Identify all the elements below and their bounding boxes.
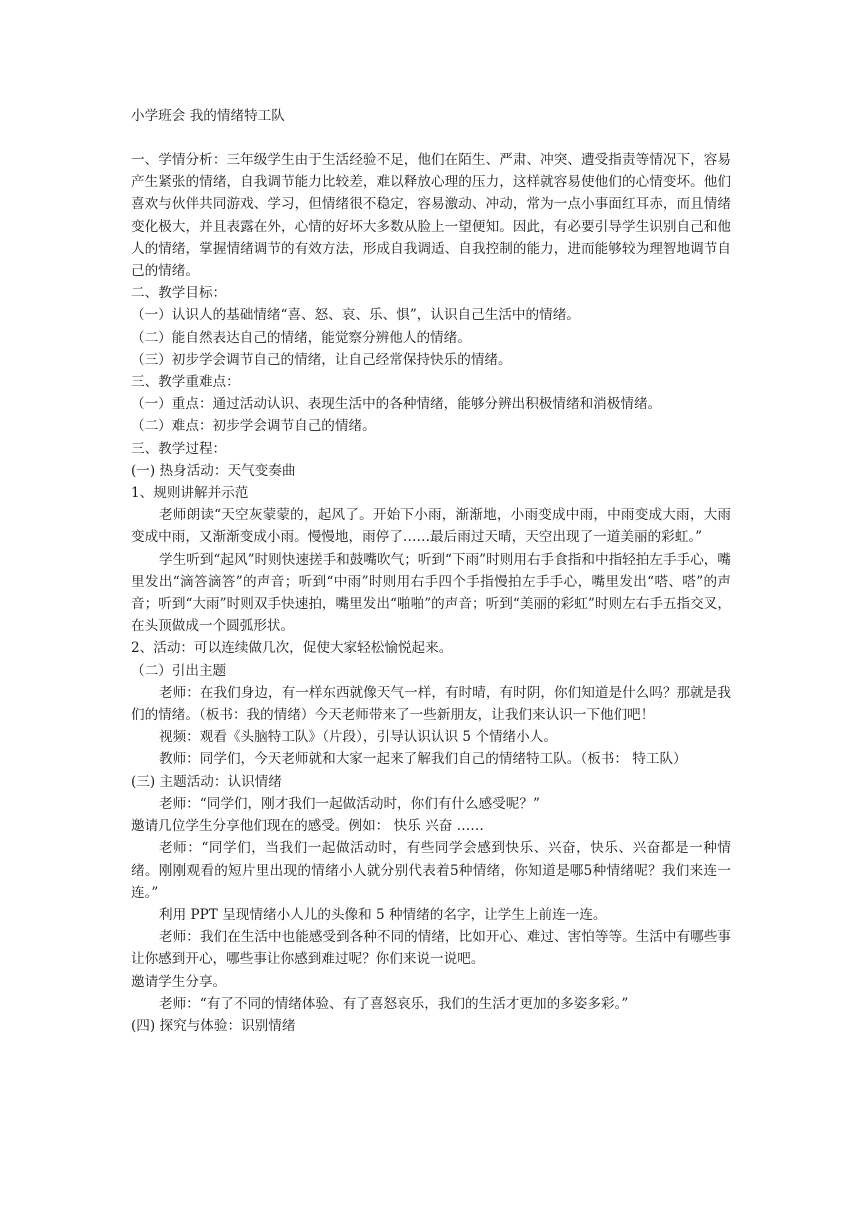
goal-item-1: （一）认识人的基础情绪“喜、怒、哀、乐、惧”，认识自己生活中的情绪。 bbox=[131, 307, 580, 324]
paragraph-ppt: 利用 PPT 呈现情绪小人儿的头像和 5 种情绪的名字，让学生上前连一连。 bbox=[159, 906, 607, 923]
document-body bbox=[131, 149, 731, 1037]
section-introduce-theme-heading: （二）引出主题 bbox=[131, 662, 227, 679]
paragraph-teacher-conclusion: 老师：“有了不同的情绪体验、有了喜怒哀乐，我们的生活才更加的多姿多彩。” bbox=[159, 995, 629, 1012]
paragraph-teacher-emotions: 老师：“同学们，当我们一起做活动时，有些同学会感到快乐、兴奋，快乐、兴奋都是一种情绪。刚刚观看的短片里出现的情绪小人就分别代表着5种情绪，你知道是哪5种情绪呢？我们来连一连。” bbox=[131, 840, 731, 901]
paragraph-learning-analysis: 一、学情分析：三年级学生由于生活经验不足，他们在陌生、严肃、冲突、遭受指责等情况下，容易产生紧张的情绪，自我调节能力比较差，难以释放心理的压力，这样就容易使他们的心情变坏。他们喜欢与伙伴共同游戏、学习，但情绪很不稳定，容易激动、冲动，常为一点小事面红耳赤，而且情绪变化极大，并且表露在外，心情的好坏大多数从脸上一望便知。因此，有必要引导学生识别自己和他人的情绪，掌握情绪调节的有效方法，形成自我调适、自我控制的能力，进而能够较为理智地调节自己的情绪。 bbox=[131, 152, 731, 280]
key-point-item: （一）重点：通过活动认识、表现生活中的各种情绪，能够分辨出积极情绪和消极情绪。 bbox=[131, 396, 662, 413]
difficulty-item: （二）难点：初步学会调节自己的情绪。 bbox=[131, 418, 376, 435]
paragraph-video: 视频：观看《头脑特工队》（片段），引导认识认识 5 个情绪小人。 bbox=[159, 729, 557, 746]
section-warmup-heading: (一) 热身活动：天气变奏曲 bbox=[131, 462, 296, 479]
paragraph-invite-students: 邀请学生分享。 bbox=[131, 973, 227, 990]
step-rules-heading: 1、规则讲解并示范 bbox=[131, 485, 249, 502]
paragraph-teacher-introduce: 老师：在我们身边，有一样东西就像天气一样，有时晴，有时阴，你们知道是什么吗？那就是我们的情绪。（板书：我的情绪）今天老师带来了一些新朋友，让我们来认识一下他们吧！ bbox=[131, 684, 731, 724]
paragraph-teacher-team: 教师：同学们，今天老师就和大家一起来了解我们自己的情绪特工队。（板书： 特工队） bbox=[159, 751, 687, 768]
paragraph-teacher-question: 老师：“同学们，刚才我们一起做活动时，你们有什么感受呢？” bbox=[159, 795, 540, 812]
goal-item-2: （二）能自然表达自己的情绪，能觉察分辨他人的情绪。 bbox=[131, 329, 471, 346]
document-page bbox=[131, 105, 731, 1037]
paragraph-student-actions: 学生听到“起风”时则快速搓手和鼓嘴吹气；听到“下雨”时则用右手食指和中指轻拍左手手心，嘴里发出“滴答滴答”的声音；听到“中雨”时则用右手四个手指慢拍左手手心，嘴里发出“嗒、嗒”的声音；听到“大雨”时则双手快速拍，嘴里发出“啪啪”的声音；听到“美丽的彩虹”时则左右手五指交叉，在头顶做成一个圆弧形状。 bbox=[131, 551, 731, 635]
paragraph-invite-share: 邀请几位学生分享他们现在的感受。例如： 快乐 兴奋 …… bbox=[131, 818, 484, 835]
document-title: 小学班会 我的情绪特工队 bbox=[131, 108, 285, 124]
step-activity: 2、活动：可以连续做几次，促使大家轻松愉悦起来。 bbox=[131, 640, 453, 657]
section-explore-heading: (四) 探究与体验：识别情绪 bbox=[131, 1017, 296, 1034]
paragraph-teacher-life: 老师：我们在生活中也能感受到各种不同的情绪，比如开心、难过、害怕等等。生活中有哪些事让你感到开心，哪些事让你感到难过呢？你们来说一说吧。 bbox=[131, 929, 731, 968]
section-theme-activity-heading: (三) 主题活动：认识情绪 bbox=[131, 773, 282, 790]
heading-teaching-process: 三、教学过程： bbox=[131, 440, 227, 457]
heading-key-points: 三、教学重难点： bbox=[131, 374, 240, 391]
goal-item-3: （三）初步学会调节自己的情绪，让自己经常保持快乐的情绪。 bbox=[131, 351, 512, 368]
paragraph-teacher-reading: 老师朗读“天空灰蒙蒙的，起风了。开始下小雨，渐渐地，小雨变成中雨，中雨变成大雨，大雨变成中雨，又渐渐变成小雨。慢慢地，雨停了……最后雨过天晴，天空出现了一道美丽的彩虹。” bbox=[131, 507, 731, 546]
heading-teaching-goals: 二、教学目标： bbox=[131, 285, 227, 302]
